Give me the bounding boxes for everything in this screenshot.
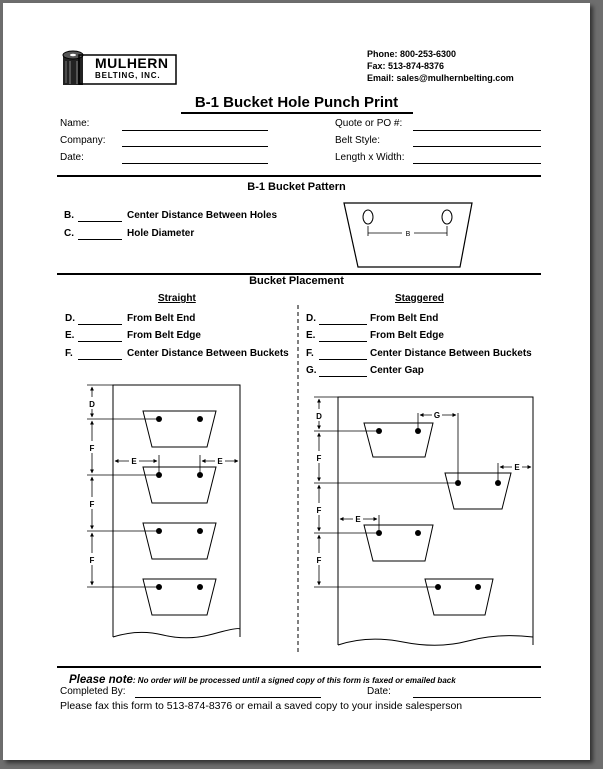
note-text: : No order will be processed until a signed copy of this form is faxed or emailed back	[132, 676, 456, 685]
contact-phone: Phone: 800-253-6300	[367, 49, 457, 59]
logo-name: MULHERN	[95, 55, 169, 71]
staggered-g-field[interactable]	[319, 376, 367, 377]
name-field[interactable]	[122, 130, 268, 131]
footer-date-label: Date:	[367, 686, 391, 697]
pattern-b-desc: Center Distance Between Holes	[127, 210, 278, 221]
straight-e-desc: From Belt Edge	[127, 330, 201, 341]
straight-f-dim-2: F	[89, 500, 95, 509]
fax-instructions: Please fax this form to 513-874-8376 or email a saved copy to your inside salesperson	[60, 700, 463, 712]
straight-f-field[interactable]	[78, 359, 122, 360]
pattern-c-letter: C.	[64, 228, 74, 239]
belt-style-label: Belt Style:	[335, 135, 381, 146]
straight-d-letter: D.	[65, 313, 75, 324]
straight-d-dim: D	[89, 400, 95, 409]
straight-f-letter: F.	[65, 348, 73, 359]
pattern-b-letter: B.	[64, 210, 74, 221]
section-divider	[57, 175, 541, 177]
staggered-f-dim-2: F	[316, 506, 322, 515]
staggered-d-field[interactable]	[319, 324, 367, 325]
bucket-pattern-diagram	[338, 198, 478, 273]
quote-label: Quote or PO #:	[335, 118, 403, 129]
completed-by-label: Completed By:	[60, 686, 126, 697]
straight-placement-diagram	[83, 379, 248, 641]
straight-f-dim-3: F	[89, 556, 95, 565]
length-width-field[interactable]	[413, 163, 541, 164]
name-label: Name:	[60, 118, 90, 129]
footer-date-field[interactable]	[413, 697, 541, 698]
staggered-e-dim-right: E	[514, 463, 520, 472]
company-label: Company:	[60, 135, 106, 146]
straight-e-dim-left: E	[131, 457, 137, 466]
pattern-b-field[interactable]	[78, 221, 122, 222]
pattern-heading: B-1 Bucket Pattern	[247, 181, 346, 193]
diagram-b-label: B	[405, 231, 411, 238]
pattern-c-desc: Hole Diameter	[127, 228, 195, 239]
straight-heading: Straight	[158, 293, 196, 304]
straight-f-dim-1: F	[89, 444, 95, 453]
pattern-c-field[interactable]	[78, 239, 122, 240]
footer-note	[69, 670, 456, 688]
staggered-f-dim-1: F	[316, 454, 322, 463]
company-field[interactable]	[122, 146, 268, 147]
straight-e-letter: E.	[65, 330, 75, 341]
staggered-f-dim-3: F	[316, 556, 322, 565]
straight-d-desc: From Belt End	[127, 313, 196, 324]
column-divider	[295, 305, 301, 653]
staggered-g-desc: Center Gap	[370, 365, 424, 376]
contact-fax: Fax: 513-874-8376	[367, 61, 445, 71]
logo-subname: BELTING, INC.	[95, 71, 161, 80]
staggered-e-field[interactable]	[319, 341, 367, 342]
straight-e-dim-right: E	[217, 457, 223, 466]
belt-roll-icon	[63, 51, 83, 85]
belt-style-field[interactable]	[413, 146, 541, 147]
footer-divider	[57, 666, 541, 668]
placement-heading: Bucket Placement	[249, 275, 344, 287]
length-width-label: Length x Width:	[335, 152, 405, 163]
staggered-e-desc: From Belt Edge	[370, 330, 444, 341]
date-field[interactable]	[122, 163, 268, 164]
form-page	[3, 3, 590, 760]
staggered-g-letter: G.	[306, 365, 317, 376]
completed-by-field[interactable]	[135, 697, 321, 698]
staggered-d-desc: From Belt End	[370, 313, 439, 324]
staggered-d-letter: D.	[306, 313, 316, 324]
staggered-e-dim-left: E	[355, 515, 361, 524]
straight-d-field[interactable]	[78, 324, 122, 325]
contact-email: Email: sales@mulhernbelting.com	[367, 73, 514, 83]
staggered-g-dim: G	[433, 411, 441, 420]
note-label: Please note	[69, 674, 133, 686]
straight-f-desc: Center Distance Between Buckets	[127, 348, 289, 359]
quote-field[interactable]	[413, 130, 541, 131]
staggered-heading: Staggered	[395, 293, 444, 304]
staggered-f-desc: Center Distance Between Buckets	[370, 348, 532, 359]
staggered-f-field[interactable]	[319, 359, 367, 360]
title-underline	[181, 112, 413, 114]
staggered-placement-diagram	[308, 387, 543, 649]
straight-e-field[interactable]	[78, 341, 122, 342]
staggered-d-dim: D	[316, 412, 322, 421]
date-label: Date:	[60, 152, 84, 163]
staggered-f-letter: F.	[306, 348, 314, 359]
form-title: B-1 Bucket Hole Punch Print	[194, 94, 399, 111]
staggered-e-letter: E.	[306, 330, 316, 341]
